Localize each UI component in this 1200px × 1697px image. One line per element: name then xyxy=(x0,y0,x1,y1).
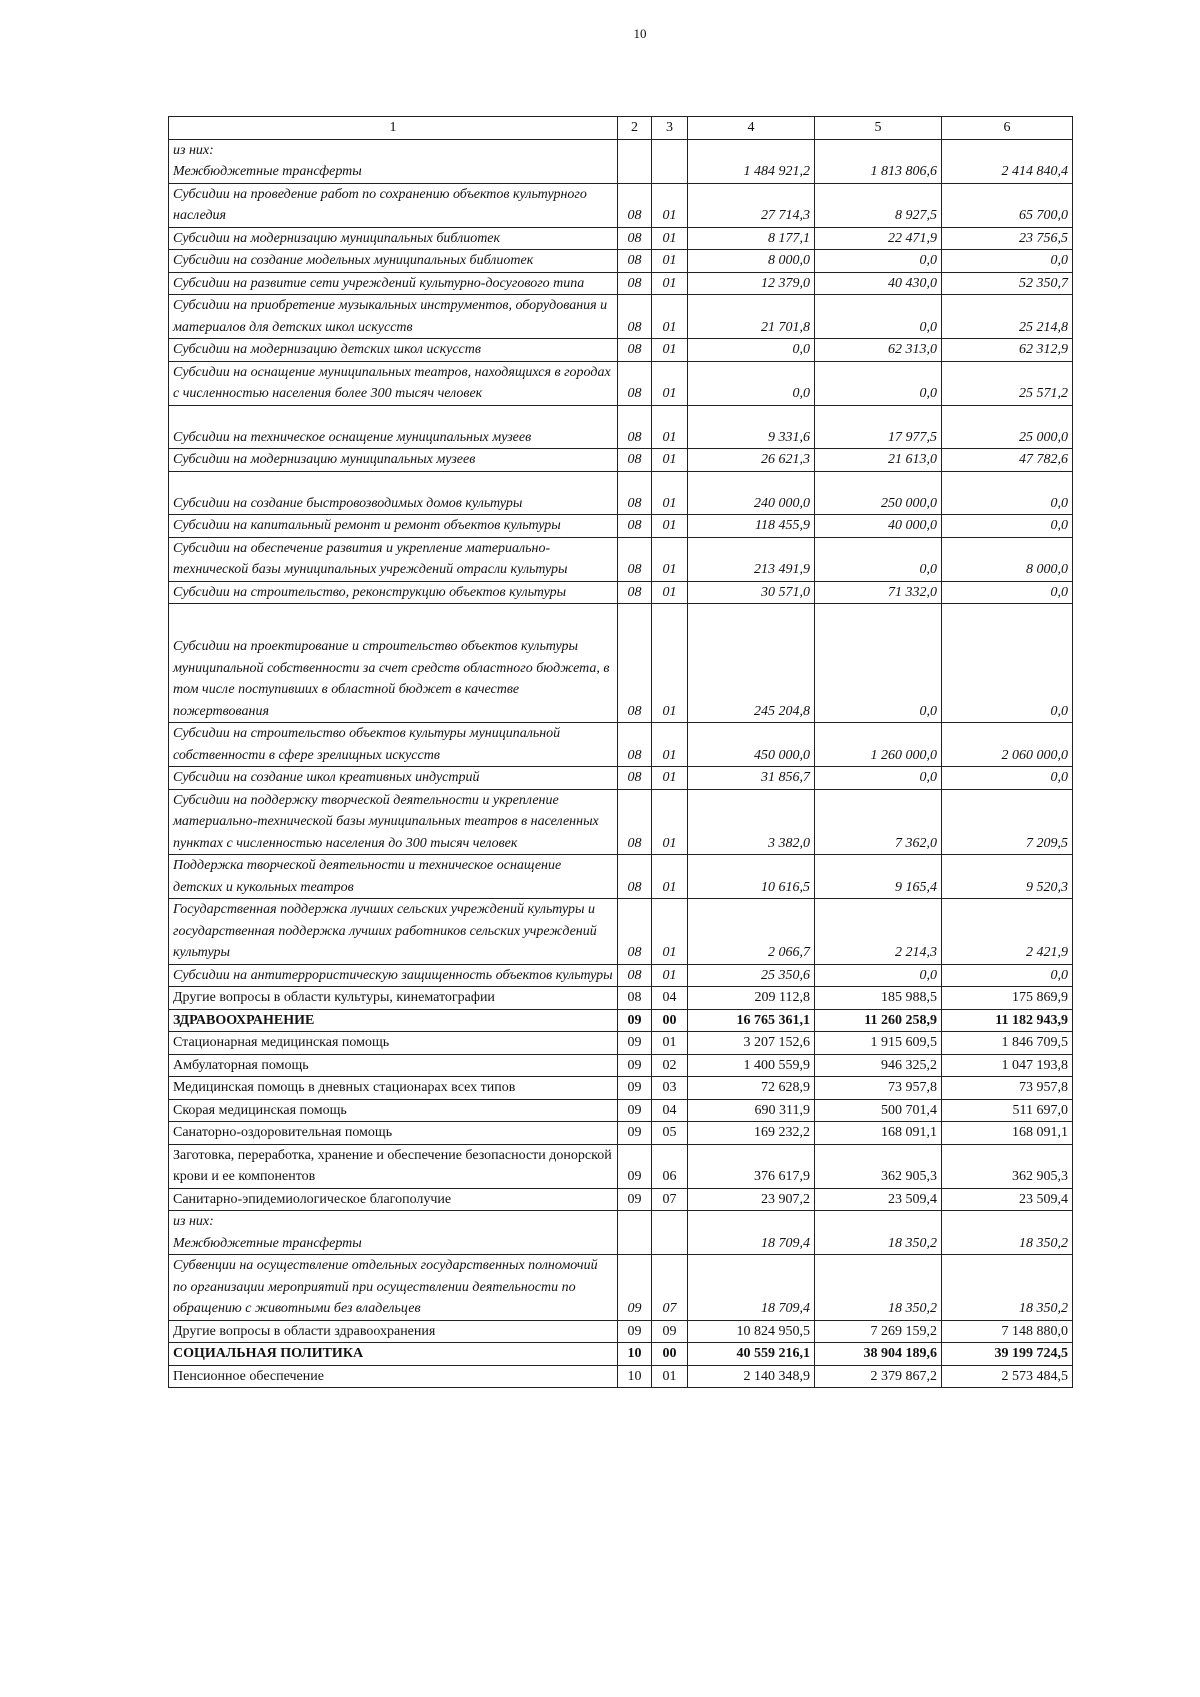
row-name-cell: Субсидии на техническое оснащение муниципальных музеев xyxy=(169,405,618,449)
row-name-cell: Государственная поддержка лучших сельских учреждений культуры и государственная поддержка лучших работников сельских учреждений культуры xyxy=(169,899,618,965)
page-number: 10 xyxy=(633,26,647,41)
row-section-code-cell: 08 xyxy=(618,723,652,767)
row-subsection-code-cell: 03 xyxy=(652,1077,688,1100)
row-value-col6-cell: 2 573 484,5 xyxy=(942,1365,1073,1388)
row-subsection-code-cell: 01 xyxy=(652,899,688,965)
row-value-col4-cell: 0,0 xyxy=(688,361,815,405)
row-value-col6-cell: 2 414 840,4 xyxy=(942,139,1073,183)
row-value-col4-cell: 18 709,4 xyxy=(688,1211,815,1255)
table-row xyxy=(169,1032,1073,1055)
row-subsection-code-cell: 01 xyxy=(652,767,688,790)
row-name-cell: Субсидии на модернизацию детских школ искусств xyxy=(169,339,618,362)
row-name-cell: из них: Межбюджетные трансферты xyxy=(169,1211,618,1255)
table-row xyxy=(169,250,1073,273)
row-name-cell: Заготовка, переработка, хранение и обеспечение безопасности донорской крови и ее компонентов xyxy=(169,1144,618,1188)
row-value-col4-cell: 2 140 348,9 xyxy=(688,1365,815,1388)
row-value-col5-cell: 0,0 xyxy=(815,361,942,405)
row-value-col6-cell: 9 520,3 xyxy=(942,855,1073,899)
row-name-cell: Субсидии на проведение работ по сохранению объектов культурного наследия xyxy=(169,183,618,227)
table-row xyxy=(169,1122,1073,1145)
row-value-col6-cell: 73 957,8 xyxy=(942,1077,1073,1100)
row-name-cell: Скорая медицинская помощь xyxy=(169,1099,618,1122)
row-subsection-code-cell: 01 xyxy=(652,227,688,250)
row-section-code-cell: 08 xyxy=(618,405,652,449)
row-section-code-cell: 08 xyxy=(618,272,652,295)
table-row xyxy=(169,227,1073,250)
row-value-col6-cell: 47 782,6 xyxy=(942,449,1073,472)
row-name-cell: Субсидии на поддержку творческой деятельности и укрепление материально-технической базы муниципальных театров в населенных пунктах с численностью населения до 300 тысяч человек xyxy=(169,789,618,855)
row-value-col6-cell: 2 060 000,0 xyxy=(942,723,1073,767)
row-name-cell: Поддержка творческой деятельности и техническое оснащение детских и кукольных театров xyxy=(169,855,618,899)
row-name-cell: Субсидии на модернизацию муниципальных музеев xyxy=(169,449,618,472)
row-subsection-code-cell: 01 xyxy=(652,515,688,538)
row-section-code-cell: 10 xyxy=(618,1343,652,1366)
table-row xyxy=(169,1144,1073,1188)
header-cell-5: 5 xyxy=(815,117,942,140)
row-value-col4-cell: 245 204,8 xyxy=(688,604,815,723)
row-name-cell: Субсидии на антитеррористическую защищенность объектов культуры xyxy=(169,964,618,987)
row-value-col4-cell: 31 856,7 xyxy=(688,767,815,790)
row-subsection-code-cell: 01 xyxy=(652,449,688,472)
header-cell-2: 2 xyxy=(618,117,652,140)
row-section-code-cell: 08 xyxy=(618,767,652,790)
row-subsection-code-cell: 01 xyxy=(652,361,688,405)
row-value-col5-cell: 8 927,5 xyxy=(815,183,942,227)
row-value-col5-cell: 185 988,5 xyxy=(815,987,942,1010)
row-value-col5-cell: 23 509,4 xyxy=(815,1188,942,1211)
row-name-cell: из них: Межбюджетные трансферты xyxy=(169,139,618,183)
row-subsection-code-cell: 01 xyxy=(652,295,688,339)
header-cell-4: 4 xyxy=(688,117,815,140)
row-value-col5-cell: 0,0 xyxy=(815,767,942,790)
row-value-col6-cell: 1 047 193,8 xyxy=(942,1054,1073,1077)
row-value-col5-cell: 40 000,0 xyxy=(815,515,942,538)
row-name-cell: Субсидии на создание быстровозводимых домов культуры xyxy=(169,471,618,515)
row-name-cell: Субсидии на модернизацию муниципальных библиотек xyxy=(169,227,618,250)
row-value-col5-cell: 362 905,3 xyxy=(815,1144,942,1188)
row-value-col6-cell: 8 000,0 xyxy=(942,537,1073,581)
table-row xyxy=(169,767,1073,790)
row-name-cell: Субсидии на приобретение музыкальных инструментов, оборудования и материалов для детских школ искусств xyxy=(169,295,618,339)
row-value-col6-cell: 511 697,0 xyxy=(942,1099,1073,1122)
row-value-col6-cell: 18 350,2 xyxy=(942,1211,1073,1255)
row-value-col5-cell: 22 471,9 xyxy=(815,227,942,250)
row-value-col6-cell: 0,0 xyxy=(942,964,1073,987)
row-subsection-code-cell: 01 xyxy=(652,250,688,273)
row-subsection-code-cell: 00 xyxy=(652,1009,688,1032)
table-row xyxy=(169,471,1073,515)
row-value-col4-cell: 10 616,5 xyxy=(688,855,815,899)
row-section-code-cell: 08 xyxy=(618,250,652,273)
table-row xyxy=(169,1009,1073,1032)
table-row xyxy=(169,272,1073,295)
row-value-col5-cell: 0,0 xyxy=(815,604,942,723)
row-value-col6-cell: 1 846 709,5 xyxy=(942,1032,1073,1055)
row-value-col4-cell: 72 628,9 xyxy=(688,1077,815,1100)
row-value-col4-cell: 16 765 361,1 xyxy=(688,1009,815,1032)
row-subsection-code-cell: 04 xyxy=(652,1099,688,1122)
row-section-code-cell: 08 xyxy=(618,581,652,604)
row-subsection-code-cell: 05 xyxy=(652,1122,688,1145)
row-value-col4-cell: 18 709,4 xyxy=(688,1255,815,1321)
row-name-cell: Субсидии на создание модельных муниципальных библиотек xyxy=(169,250,618,273)
row-subsection-code-cell: 01 xyxy=(652,272,688,295)
row-value-col4-cell: 9 331,6 xyxy=(688,405,815,449)
row-subsection-code-cell: 07 xyxy=(652,1255,688,1321)
row-section-code-cell: 09 xyxy=(618,1099,652,1122)
row-value-col4-cell: 376 617,9 xyxy=(688,1144,815,1188)
row-value-col4-cell: 8 000,0 xyxy=(688,250,815,273)
table-row xyxy=(169,1211,1073,1255)
row-section-code-cell: 09 xyxy=(618,1054,652,1077)
row-value-col6-cell: 362 905,3 xyxy=(942,1144,1073,1188)
row-value-col4-cell: 2 066,7 xyxy=(688,899,815,965)
table-row xyxy=(169,789,1073,855)
table-row xyxy=(169,183,1073,227)
table-row xyxy=(169,1188,1073,1211)
row-value-col4-cell: 169 232,2 xyxy=(688,1122,815,1145)
row-value-col4-cell: 40 559 216,1 xyxy=(688,1343,815,1366)
row-value-col5-cell: 0,0 xyxy=(815,250,942,273)
row-value-col5-cell: 17 977,5 xyxy=(815,405,942,449)
table-row xyxy=(169,964,1073,987)
row-value-col6-cell: 7 209,5 xyxy=(942,789,1073,855)
row-value-col5-cell: 2 379 867,2 xyxy=(815,1365,942,1388)
row-section-code-cell: 09 xyxy=(618,1122,652,1145)
row-subsection-code-cell: 01 xyxy=(652,405,688,449)
row-section-code-cell: 08 xyxy=(618,537,652,581)
row-value-col4-cell: 1 484 921,2 xyxy=(688,139,815,183)
row-subsection-code-cell: 01 xyxy=(652,581,688,604)
table-header-row xyxy=(169,117,1073,140)
row-subsection-code-cell: 01 xyxy=(652,855,688,899)
row-section-code-cell: 08 xyxy=(618,449,652,472)
row-value-col5-cell: 1 813 806,6 xyxy=(815,139,942,183)
row-name-cell: Санаторно-оздоровительная помощь xyxy=(169,1122,618,1145)
row-section-code-cell: 09 xyxy=(618,1077,652,1100)
row-value-col6-cell: 0,0 xyxy=(942,604,1073,723)
row-value-col6-cell: 25 000,0 xyxy=(942,405,1073,449)
row-value-col5-cell: 250 000,0 xyxy=(815,471,942,515)
table-row xyxy=(169,139,1073,183)
row-value-col6-cell: 7 148 880,0 xyxy=(942,1320,1073,1343)
row-subsection-code-cell: 09 xyxy=(652,1320,688,1343)
row-section-code-cell: 09 xyxy=(618,1320,652,1343)
row-subsection-code-cell: 01 xyxy=(652,789,688,855)
row-value-col5-cell: 11 260 258,9 xyxy=(815,1009,942,1032)
table-row xyxy=(169,295,1073,339)
row-value-col5-cell: 73 957,8 xyxy=(815,1077,942,1100)
row-section-code-cell: 08 xyxy=(618,855,652,899)
header-cell-3: 3 xyxy=(652,117,688,140)
table-row xyxy=(169,723,1073,767)
row-value-col6-cell: 0,0 xyxy=(942,581,1073,604)
row-name-cell: Субсидии на строительство, реконструкцию объектов культуры xyxy=(169,581,618,604)
row-subsection-code-cell: 01 xyxy=(652,964,688,987)
row-name-cell: Субсидии на капитальный ремонт и ремонт объектов культуры xyxy=(169,515,618,538)
row-value-col6-cell: 25 214,8 xyxy=(942,295,1073,339)
row-name-cell: Пенсионное обеспечение xyxy=(169,1365,618,1388)
row-value-col6-cell: 0,0 xyxy=(942,767,1073,790)
row-value-col4-cell: 21 701,8 xyxy=(688,295,815,339)
row-name-cell: Субсидии на строительство объектов культуры муниципальной собственности в сфере зрелищных искусств xyxy=(169,723,618,767)
row-section-code-cell: 09 xyxy=(618,1255,652,1321)
row-value-col5-cell: 500 701,4 xyxy=(815,1099,942,1122)
row-value-col4-cell: 0,0 xyxy=(688,339,815,362)
row-value-col4-cell: 3 382,0 xyxy=(688,789,815,855)
table-row xyxy=(169,855,1073,899)
row-value-col6-cell: 175 869,9 xyxy=(942,987,1073,1010)
row-value-col5-cell: 0,0 xyxy=(815,295,942,339)
row-name-cell: Субсидии на обеспечение развития и укрепление материально-технической базы муниципальных учреждений отрасли культуры xyxy=(169,537,618,581)
row-value-col6-cell: 11 182 943,9 xyxy=(942,1009,1073,1032)
row-value-col4-cell: 23 907,2 xyxy=(688,1188,815,1211)
row-value-col4-cell: 12 379,0 xyxy=(688,272,815,295)
row-subsection-code-cell: 00 xyxy=(652,1343,688,1366)
header-cell-1: 1 xyxy=(169,117,618,140)
row-section-code-cell: 08 xyxy=(618,604,652,723)
row-section-code-cell: 08 xyxy=(618,987,652,1010)
row-subsection-code-cell: 01 xyxy=(652,339,688,362)
table-row xyxy=(169,1365,1073,1388)
row-value-col5-cell: 71 332,0 xyxy=(815,581,942,604)
row-subsection-code-cell: 04 xyxy=(652,987,688,1010)
row-subsection-code-cell: 02 xyxy=(652,1054,688,1077)
table-row xyxy=(169,339,1073,362)
row-value-col6-cell: 18 350,2 xyxy=(942,1255,1073,1321)
row-name-cell: Медицинская помощь в дневных стационарах всех типов xyxy=(169,1077,618,1100)
row-section-code-cell: 08 xyxy=(618,227,652,250)
row-name-cell: ЗДРАВООХРАНЕНИЕ xyxy=(169,1009,618,1032)
table-row xyxy=(169,987,1073,1010)
row-section-code-cell: 08 xyxy=(618,183,652,227)
row-section-code-cell: 09 xyxy=(618,1009,652,1032)
row-name-cell: Субсидии на оснащение муниципальных театров, находящихся в городах с численностью населения более 300 тысяч человек xyxy=(169,361,618,405)
row-subsection-code-cell: 07 xyxy=(652,1188,688,1211)
row-value-col6-cell: 168 091,1 xyxy=(942,1122,1073,1145)
row-value-col5-cell: 1 260 000,0 xyxy=(815,723,942,767)
row-value-col6-cell: 23 509,4 xyxy=(942,1188,1073,1211)
row-value-col4-cell: 30 571,0 xyxy=(688,581,815,604)
table-row xyxy=(169,1343,1073,1366)
row-subsection-code-cell: 01 xyxy=(652,183,688,227)
row-name-cell: Субсидии на проектирование и строительство объектов культуры муниципальной собственности за счет средств областного бюджета, в том числе поступивших в областной бюджет в качестве пожертвования xyxy=(169,604,618,723)
row-value-col6-cell: 2 421,9 xyxy=(942,899,1073,965)
row-value-col4-cell: 26 621,3 xyxy=(688,449,815,472)
row-value-col6-cell: 52 350,7 xyxy=(942,272,1073,295)
row-section-code-cell: 08 xyxy=(618,964,652,987)
row-subsection-code-cell xyxy=(652,139,688,183)
row-subsection-code-cell: 01 xyxy=(652,1365,688,1388)
row-subsection-code-cell: 01 xyxy=(652,1032,688,1055)
row-value-col5-cell: 2 214,3 xyxy=(815,899,942,965)
row-value-col4-cell: 3 207 152,6 xyxy=(688,1032,815,1055)
row-value-col4-cell: 10 824 950,5 xyxy=(688,1320,815,1343)
row-value-col5-cell: 62 313,0 xyxy=(815,339,942,362)
row-name-cell: Субвенции на осуществление отдельных государственных полномочий по организации мероприятий при осуществлении деятельности по обращению с животными без владельцев xyxy=(169,1255,618,1321)
table-row xyxy=(169,1320,1073,1343)
row-value-col4-cell: 240 000,0 xyxy=(688,471,815,515)
table-row xyxy=(169,1255,1073,1321)
row-value-col5-cell: 21 613,0 xyxy=(815,449,942,472)
row-name-cell: Субсидии на создание школ креативных индустрий xyxy=(169,767,618,790)
row-subsection-code-cell xyxy=(652,1211,688,1255)
row-value-col5-cell: 0,0 xyxy=(815,964,942,987)
row-value-col4-cell: 25 350,6 xyxy=(688,964,815,987)
row-name-cell: Субсидии на развитие сети учреждений культурно-досугового типа xyxy=(169,272,618,295)
row-section-code-cell: 08 xyxy=(618,295,652,339)
table-row xyxy=(169,1054,1073,1077)
row-value-col5-cell: 18 350,2 xyxy=(815,1255,942,1321)
row-section-code-cell: 08 xyxy=(618,471,652,515)
row-section-code-cell: 09 xyxy=(618,1032,652,1055)
row-value-col5-cell: 7 269 159,2 xyxy=(815,1320,942,1343)
row-value-col4-cell: 1 400 559,9 xyxy=(688,1054,815,1077)
row-value-col4-cell: 213 491,9 xyxy=(688,537,815,581)
row-value-col4-cell: 27 714,3 xyxy=(688,183,815,227)
row-section-code-cell: 08 xyxy=(618,515,652,538)
row-value-col6-cell: 25 571,2 xyxy=(942,361,1073,405)
row-section-code-cell: 08 xyxy=(618,361,652,405)
table-row xyxy=(169,604,1073,723)
row-value-col5-cell: 7 362,0 xyxy=(815,789,942,855)
row-value-col5-cell: 9 165,4 xyxy=(815,855,942,899)
row-section-code-cell: 09 xyxy=(618,1188,652,1211)
row-value-col6-cell: 39 199 724,5 xyxy=(942,1343,1073,1366)
row-value-col6-cell: 62 312,9 xyxy=(942,339,1073,362)
row-name-cell: Санитарно-эпидемиологическое благополучие xyxy=(169,1188,618,1211)
row-value-col4-cell: 118 455,9 xyxy=(688,515,815,538)
row-subsection-code-cell: 01 xyxy=(652,537,688,581)
budget-table xyxy=(168,116,1073,1388)
row-value-col6-cell: 0,0 xyxy=(942,515,1073,538)
table-row xyxy=(169,1077,1073,1100)
row-section-code-cell: 08 xyxy=(618,899,652,965)
row-section-code-cell: 09 xyxy=(618,1144,652,1188)
row-value-col5-cell: 40 430,0 xyxy=(815,272,942,295)
row-name-cell: Другие вопросы в области культуры, кинематографии xyxy=(169,987,618,1010)
table-row xyxy=(169,581,1073,604)
row-section-code-cell: 08 xyxy=(618,789,652,855)
table-row xyxy=(169,1099,1073,1122)
row-value-col6-cell: 0,0 xyxy=(942,250,1073,273)
row-name-cell: Амбулаторная помощь xyxy=(169,1054,618,1077)
table-row xyxy=(169,899,1073,965)
row-value-col5-cell: 0,0 xyxy=(815,537,942,581)
row-subsection-code-cell: 01 xyxy=(652,723,688,767)
row-value-col6-cell: 65 700,0 xyxy=(942,183,1073,227)
row-value-col5-cell: 38 904 189,6 xyxy=(815,1343,942,1366)
table-row xyxy=(169,515,1073,538)
table-row xyxy=(169,537,1073,581)
row-value-col6-cell: 23 756,5 xyxy=(942,227,1073,250)
row-section-code-cell: 08 xyxy=(618,339,652,362)
row-value-col4-cell: 450 000,0 xyxy=(688,723,815,767)
row-value-col6-cell: 0,0 xyxy=(942,471,1073,515)
row-name-cell: СОЦИАЛЬНАЯ ПОЛИТИКА xyxy=(169,1343,618,1366)
row-value-col4-cell: 209 112,8 xyxy=(688,987,815,1010)
row-value-col5-cell: 1 915 609,5 xyxy=(815,1032,942,1055)
table-row xyxy=(169,361,1073,405)
row-section-code-cell: 10 xyxy=(618,1365,652,1388)
table-row xyxy=(169,405,1073,449)
row-value-col4-cell: 8 177,1 xyxy=(688,227,815,250)
row-subsection-code-cell: 06 xyxy=(652,1144,688,1188)
row-value-col5-cell: 18 350,2 xyxy=(815,1211,942,1255)
row-value-col5-cell: 946 325,2 xyxy=(815,1054,942,1077)
row-subsection-code-cell: 01 xyxy=(652,604,688,723)
row-subsection-code-cell: 01 xyxy=(652,471,688,515)
row-section-code-cell xyxy=(618,139,652,183)
row-value-col5-cell: 168 091,1 xyxy=(815,1122,942,1145)
row-name-cell: Другие вопросы в области здравоохранения xyxy=(169,1320,618,1343)
row-section-code-cell xyxy=(618,1211,652,1255)
table-row xyxy=(169,449,1073,472)
header-cell-6: 6 xyxy=(942,117,1073,140)
row-name-cell: Стационарная медицинская помощь xyxy=(169,1032,618,1055)
row-value-col4-cell: 690 311,9 xyxy=(688,1099,815,1122)
